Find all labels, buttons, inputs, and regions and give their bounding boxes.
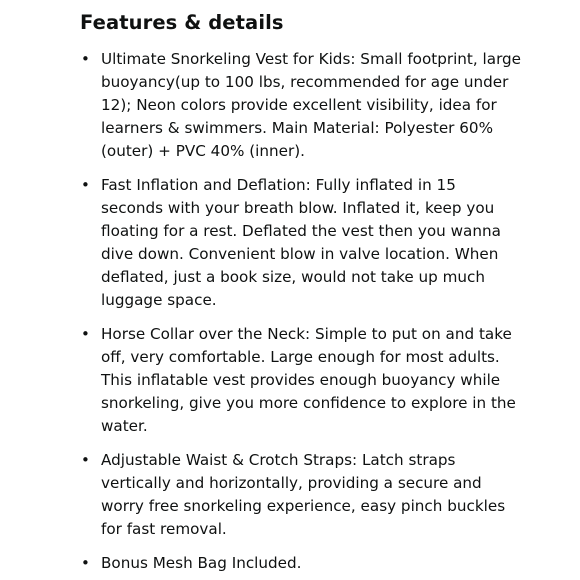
feature-text: Horse Collar over the Neck: Simple to put on and take off, very comfortable. Large enough for most adults. This inflatable vest provides enough buoyancy while snorkeling, give you more confidence to explore in the water. xyxy=(101,325,516,435)
feature-text: Ultimate Snorkeling Vest for Kids: Small footprint, large buoyancy(up to 100 lbs, recommended for age under 12); Neon colors provide excellent visibility, idea for learners & swimmers. Main Material: Polyester 60% (outer) + PVC 40% (inner). xyxy=(101,50,522,160)
bullet-icon: • xyxy=(81,451,90,469)
feature-item-horse-collar xyxy=(80,323,522,438)
feature-item-straps xyxy=(80,449,522,541)
bullet-icon: • xyxy=(81,50,90,68)
bullet-icon: • xyxy=(81,325,90,343)
feature-text: Bonus Mesh Bag Included. xyxy=(101,554,302,572)
bullet-icon: • xyxy=(81,554,90,572)
feature-text: Fast Inflation and Deflation: Fully inflated in 15 seconds with your breath blow. Inflated it, keep you floating for a rest. Deflated the vest then you wanna dive down. Convenient blow in valve location. When deflated, just a book size, would not take up much luggage space. xyxy=(101,176,501,309)
bullet-icon: • xyxy=(81,176,90,194)
feature-list xyxy=(80,48,522,575)
feature-item-mesh-bag xyxy=(80,552,522,575)
feature-text: Adjustable Waist & Crotch Straps: Latch straps vertically and horizontally, providing a secure and worry free snorkeling experience, easy pinch buckles for fast removal. xyxy=(101,451,506,538)
feature-item-kids-vest xyxy=(80,48,522,163)
feature-item-inflation xyxy=(80,174,522,312)
section-title: Features & details xyxy=(80,11,284,34)
